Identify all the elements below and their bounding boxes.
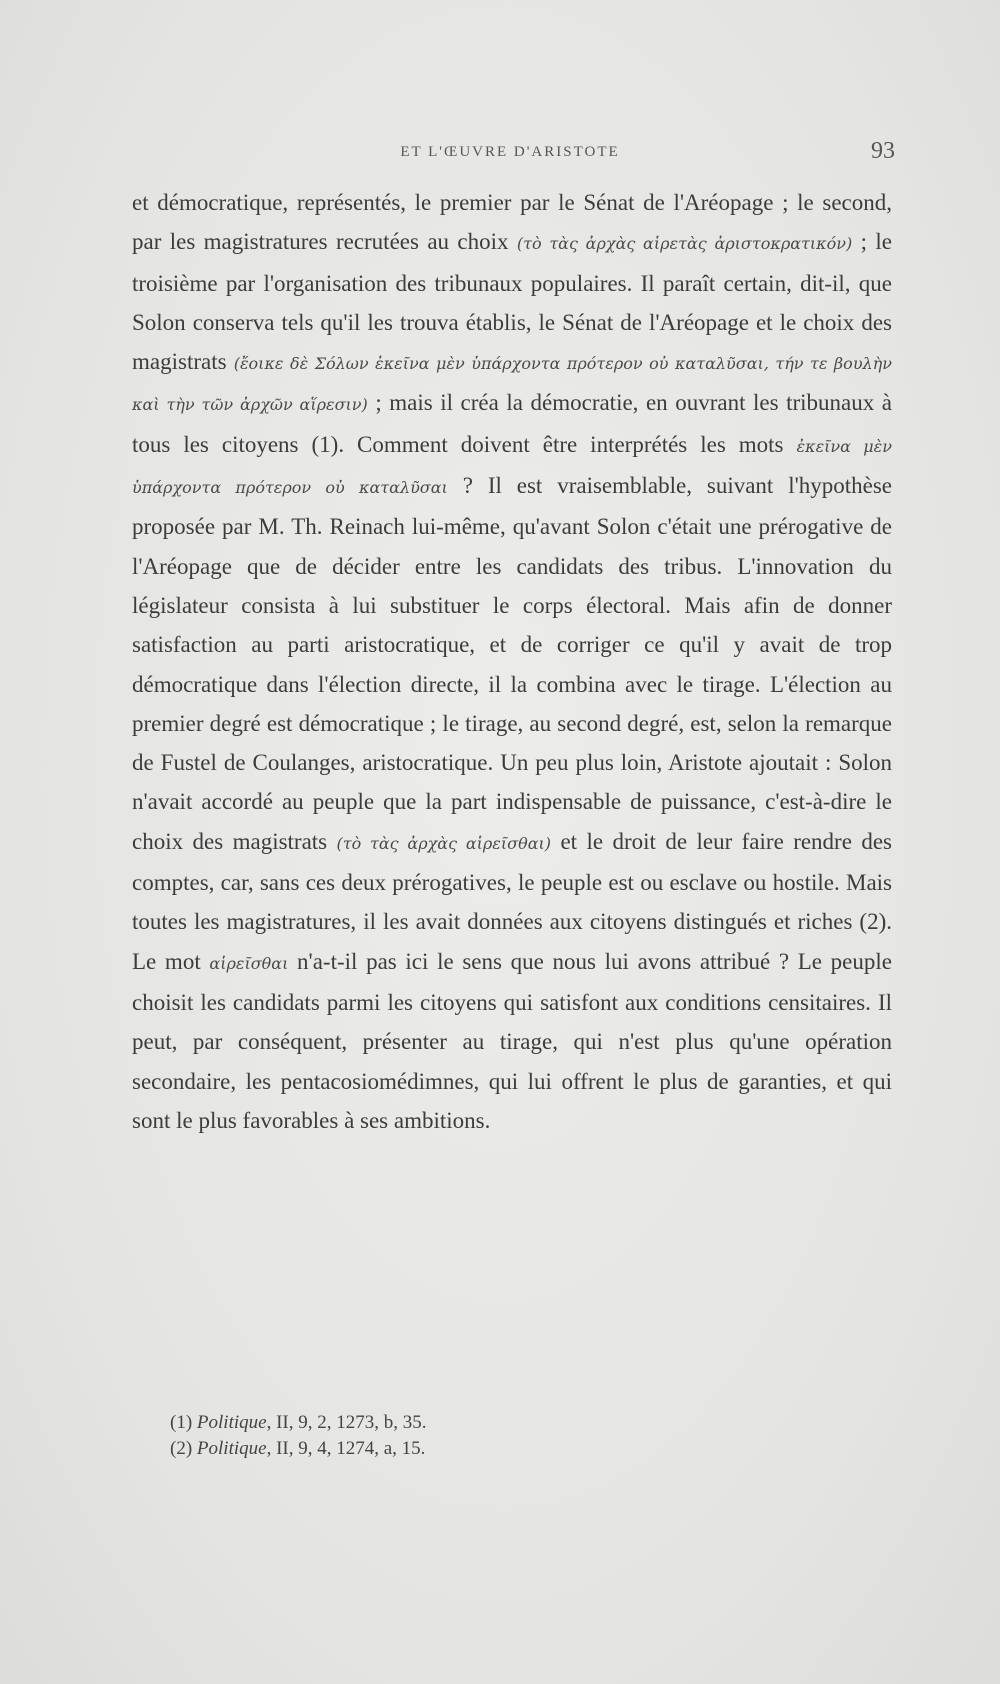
- body-paragraph: [132, 183, 892, 1140]
- text-run: ; le troisième par l'organisation des tribunaux populaires. Il paraît certain, dit-il, que Solon conserva tels qu'il les trouva établis, le Sénat de l'Aréopage et le choix des magistrats: [132, 229, 893, 375]
- text-run: ; mais il créa la démocratie, en ouvrant les tribunaux à tous les citoyens (1). Comment doivent être interprétés les mots: [132, 390, 892, 457]
- greek-quotation: (τὸ τὰς ἀρχὰς αἱρεῖσθαι): [336, 833, 552, 853]
- footnote-title: Politique: [196, 1412, 267, 1433]
- greek-quotation: (τὸ τὰς ἀρχὰς αἱρετὰς ἀριστοκρατικόν): [516, 234, 853, 254]
- footnote: [170, 1410, 870, 1436]
- footnote-reference: , II, 9, 2, 1273, b, 35.: [266, 1412, 427, 1433]
- text-run: n'a-t-il pas ici le sens que nous lui avons attribué ? Le peuple choisit les candidats parmi les citoyens qui satisfont aux conditions censitaires. Il peut, par conséquent, présenter au tirage, qui n'est plus qu'une opération secondaire, les pentacosiomédimnes, qui lui offrent le plus de garanties, et qui sont le plus favorables à ses ambitions.: [132, 948, 892, 1133]
- footnote-title: Politique: [196, 1438, 267, 1459]
- text-run: ? Il est vraisemblable, suivant l'hypothèse proposée par M. Th. Reinach lui-même, qu'avant Solon c'était une prérogative de l'Aréopage que de décider entre les candidats des tribus. L'innovation du législateur consista à lui substituer le corps électoral. Mais afin de donner satisfaction au parti aristocratique, et de corriger ce qu'il y avait de trop démocratique dans l'élection directe, il la combina avec le tirage. L'élection au premier degré est démocratique ; le tirage, au second degré, est, selon la remarque de Fustel de Coulanges, aristocratique. Un peu plus loin, Aristote ajoutait : Solon n'avait accordé au peuple que la part indispensable de puissance, c'est-à-dire le choix des magistrats: [132, 473, 893, 854]
- footnote-marker: (1): [170, 1412, 193, 1433]
- running-head: [140, 138, 895, 168]
- page-number: 93: [871, 138, 895, 164]
- footnote-marker: (2): [170, 1438, 193, 1459]
- text-run: et le droit de leur faire rendre des comptes, car, sans ces deux prérogatives, le peuple est ou esclave ou hostile. Mais toutes les magistratures, il les avait données aux citoyens distingués et riches (2). Le mot: [132, 828, 893, 974]
- greek-quotation: (ἔοικε δὲ Σόλων ἐκεῖνα μὲν ὑπάρχοντα πρότερον οὐ καταλῦσαι, τήν τε βουλὴν καὶ τὴν τῶν ἀρχῶν αἵρεσιν): [132, 354, 892, 415]
- text-run: et démocratique, représentés, le premier par le Sénat de l'Aréopage ; le second, par les magistratures recrutées au choix: [132, 190, 892, 255]
- greek-quotation: ἐκεῖνα μὲν ὑπάρχοντα πρότερον οὐ καταλῦσαι: [132, 436, 892, 498]
- footnote-reference: , II, 9, 4, 1274, a, 15.: [266, 1438, 426, 1459]
- footnotes: [170, 1410, 870, 1462]
- greek-word: αἱρεῖσθαι: [209, 953, 289, 973]
- footnote: [170, 1436, 870, 1462]
- running-title: ET L'ŒUVRE D'ARISTOTE: [400, 144, 620, 160]
